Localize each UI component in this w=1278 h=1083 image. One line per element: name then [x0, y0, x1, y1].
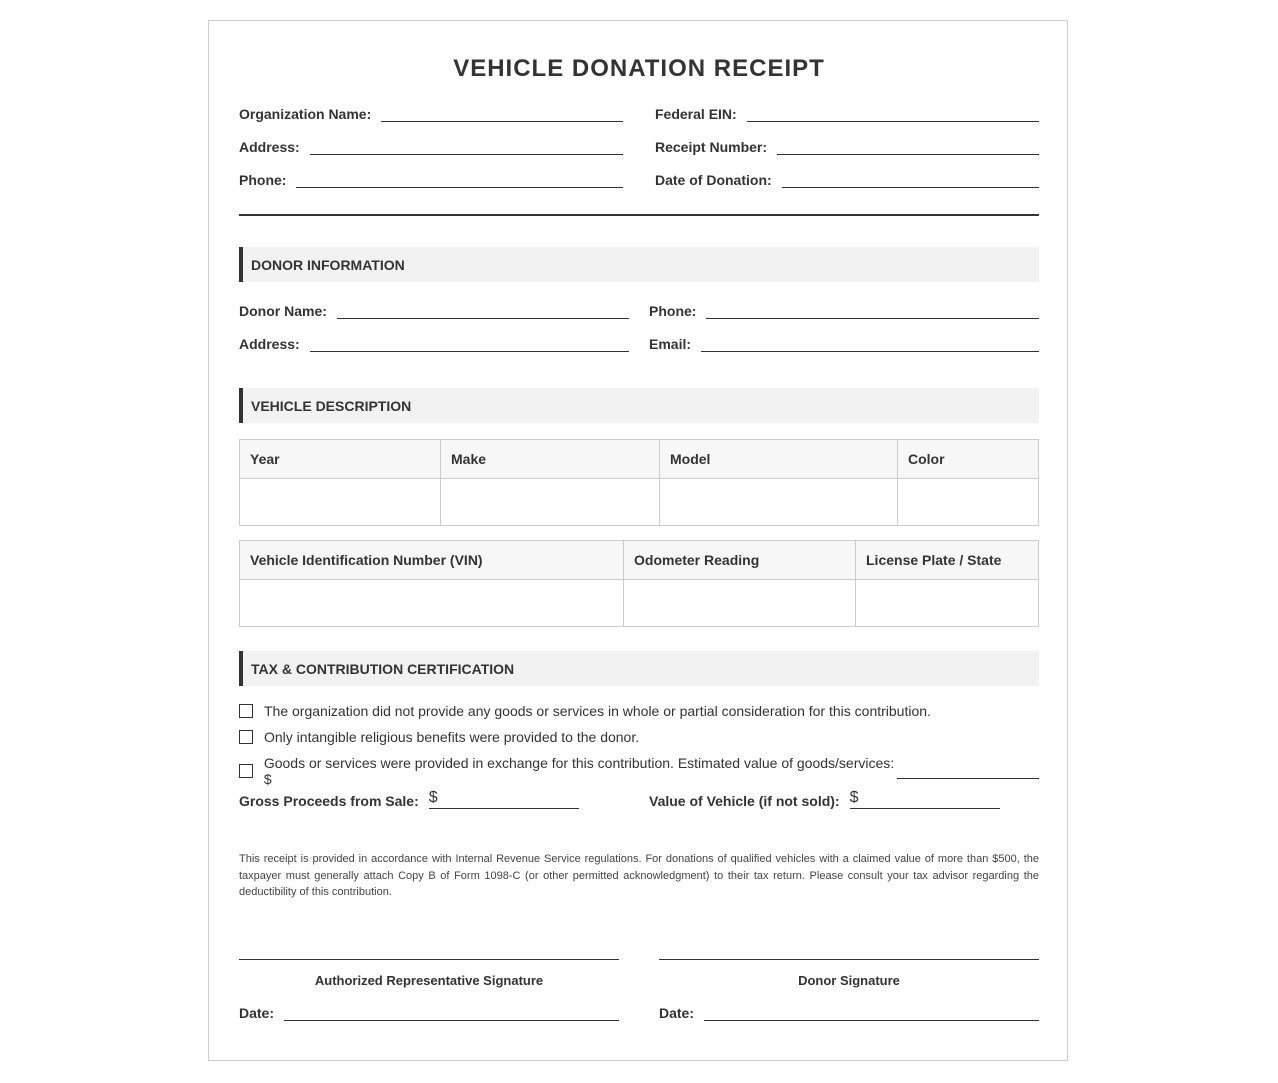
color-cell[interactable]	[898, 479, 1039, 526]
religious-benefits-option[interactable]	[239, 729, 639, 745]
org-phone-label: Phone:	[239, 172, 287, 188]
org-name-label: Organization Name:	[239, 106, 372, 122]
donor-date-field[interactable]	[659, 999, 1039, 1021]
vehicle-section-title: VEHICLE DESCRIPTION	[251, 398, 412, 414]
rep-signature-label: Authorized Representative Signature	[314, 973, 544, 988]
donor-phone-input[interactable]	[706, 297, 1039, 319]
vehicle-value-field[interactable]	[649, 787, 1000, 809]
donor-address-label: Address:	[239, 336, 300, 352]
vin-cell[interactable]	[240, 580, 624, 627]
org-address-field[interactable]	[239, 133, 623, 155]
odometer-header: Odometer Reading	[624, 541, 856, 580]
org-name-input[interactable]	[381, 100, 623, 122]
goods-provided-text: Goods or services were provided in exchange for this contribution. Estimated value of goods/services: $	[263, 755, 895, 787]
vehicle-value-input[interactable]: $	[850, 788, 1000, 809]
year-header: Year	[240, 440, 441, 479]
receipt-number-label: Receipt Number:	[655, 139, 768, 155]
license-plate-header: License Plate / State	[856, 541, 1039, 580]
donation-date-label: Date of Donation:	[655, 172, 772, 188]
goods-provided-checkbox[interactable]	[239, 764, 253, 778]
gross-proceeds-field[interactable]	[239, 787, 579, 809]
legal-disclaimer: This receipt is provided in accordance with Internal Revenue Service regulations. For donations of qualified vehicles with a claimed value of more than $500, the taxpayer must generally attach Copy B of Form 1098-C (or other permitted acknowledgment) to their tax return. Please consult your tax advisor regarding the deductibility of this contribution.	[239, 853, 1039, 898]
ein-input[interactable]	[747, 100, 1039, 122]
receipt-number-input[interactable]	[777, 133, 1039, 155]
donor-address-field[interactable]	[239, 330, 629, 352]
donor-address-input[interactable]	[310, 330, 629, 352]
donor-name-field[interactable]	[239, 297, 629, 319]
tax-section-title: TAX & CONTRIBUTION CERTIFICATION	[251, 661, 515, 677]
table-row	[240, 479, 1039, 526]
donor-email-input[interactable]	[701, 330, 1039, 352]
model-header: Model	[660, 440, 898, 479]
donor-email-label: Email:	[649, 336, 692, 352]
religious-benefits-checkbox[interactable]	[239, 730, 253, 744]
vehicle-value-label: Value of Vehicle (if not sold):	[649, 793, 840, 809]
vehicle-section-header	[239, 388, 1039, 423]
org-phone-field[interactable]	[239, 166, 623, 188]
header-divider	[239, 214, 1039, 216]
vehicle-basic-table	[239, 439, 1039, 526]
org-name-field[interactable]	[239, 100, 623, 122]
tax-section-header	[239, 651, 1039, 686]
donor-signature-line[interactable]	[659, 959, 1039, 960]
donation-date-input[interactable]	[782, 166, 1039, 188]
color-header: Color	[898, 440, 1039, 479]
table-header-row	[240, 541, 1039, 580]
rep-signature-line[interactable]	[239, 959, 619, 960]
donation-date-field[interactable]	[655, 166, 1039, 188]
donor-date-label: Date:	[659, 1005, 695, 1021]
org-address-label: Address:	[239, 139, 300, 155]
donor-name-label: Donor Name:	[239, 303, 327, 319]
donor-signature-label: Donor Signature	[798, 973, 900, 988]
make-cell[interactable]	[441, 479, 660, 526]
odometer-cell[interactable]	[624, 580, 856, 627]
gross-proceeds-label: Gross Proceeds from Sale:	[239, 793, 419, 809]
org-address-input[interactable]	[310, 133, 623, 155]
receipt-page	[208, 20, 1068, 1061]
no-goods-text: The organization did not provide any goods or services in whole or partial consideration for this contribution.	[264, 703, 931, 719]
make-header: Make	[441, 440, 660, 479]
ein-label: Federal EIN:	[655, 106, 737, 122]
rep-date-input[interactable]	[284, 999, 619, 1021]
donor-phone-field[interactable]	[649, 297, 1039, 319]
table-row	[240, 580, 1039, 627]
donor-section-title: DONOR INFORMATION	[251, 257, 405, 273]
receipt-number-field[interactable]	[655, 133, 1039, 155]
estimated-value-input[interactable]	[897, 763, 1039, 779]
donor-email-field[interactable]	[649, 330, 1039, 352]
no-goods-option[interactable]	[239, 703, 931, 719]
gross-proceeds-input[interactable]: $	[429, 788, 579, 809]
year-cell[interactable]	[240, 479, 441, 526]
vehicle-id-table	[239, 540, 1039, 627]
donor-name-input[interactable]	[337, 297, 629, 319]
no-goods-checkbox[interactable]	[239, 704, 253, 718]
vin-header: Vehicle Identification Number (VIN)	[240, 541, 624, 580]
ein-field[interactable]	[655, 100, 1039, 122]
table-header-row	[240, 440, 1039, 479]
goods-provided-option[interactable]	[239, 755, 1039, 787]
org-phone-input[interactable]	[296, 166, 623, 188]
religious-benefits-text: Only intangible religious benefits were provided to the donor.	[264, 729, 640, 745]
page-title: VEHICLE DONATION RECEIPT	[453, 55, 825, 82]
donor-section-header	[239, 247, 1039, 282]
license-plate-cell[interactable]	[856, 580, 1039, 627]
donor-date-input[interactable]	[704, 999, 1039, 1021]
donor-phone-label: Phone:	[649, 303, 697, 319]
rep-date-field[interactable]	[239, 999, 619, 1021]
model-cell[interactable]	[660, 479, 898, 526]
rep-date-label: Date:	[239, 1005, 275, 1021]
